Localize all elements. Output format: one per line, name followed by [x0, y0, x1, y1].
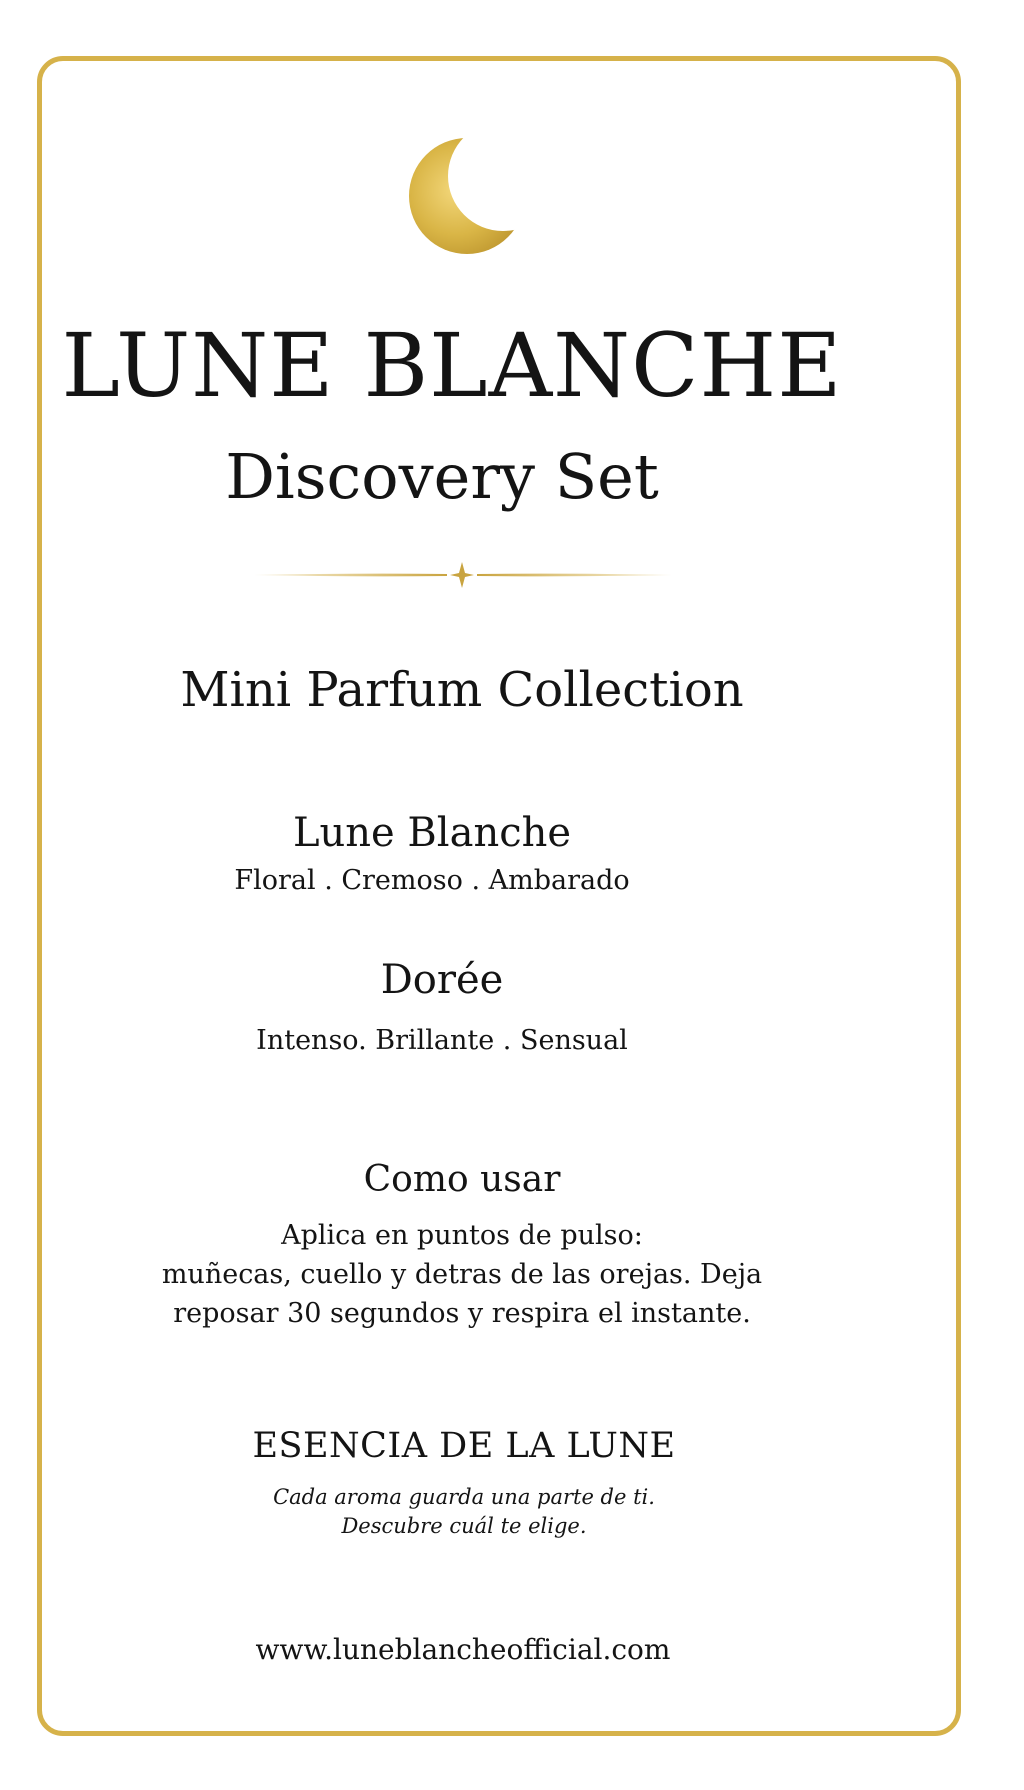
website-link[interactable]: www.luneblancheofficial.com — [255, 1633, 671, 1666]
usage-line: reposar 30 segundos y respira el instante. — [173, 1298, 751, 1329]
usage-title: Como usar — [363, 1159, 561, 1200]
essence-tagline — [0, 1483, 976, 1541]
usage-instructions — [0, 1216, 974, 1333]
essence-title: ESENCIA DE LA LUNE — [252, 1426, 676, 1466]
brand-subtitle: Discovery Set — [225, 440, 659, 513]
usage-line: Aplica en puntos de pulso: — [281, 1220, 643, 1251]
ornamental-divider — [252, 560, 672, 590]
brand-name: LUNE BLANCHE — [61, 314, 843, 417]
usage-line: muñecas, cuello y detras de las orejas. Deja — [161, 1259, 763, 1290]
product-notes: Intenso. Brillante . Sensual — [256, 1025, 628, 1056]
essence-line: Descubre cuál te elige. — [341, 1514, 587, 1538]
essence-line: Cada aroma guarda una parte de ti. — [273, 1485, 655, 1509]
crescent-moon-icon — [405, 120, 545, 265]
product-name: Dorée — [380, 957, 504, 1003]
product-notes: Floral . Cremoso . Ambarado — [234, 865, 630, 896]
product-name: Lune Blanche — [292, 810, 572, 856]
collection-title: Mini Parfum Collection — [180, 662, 744, 718]
